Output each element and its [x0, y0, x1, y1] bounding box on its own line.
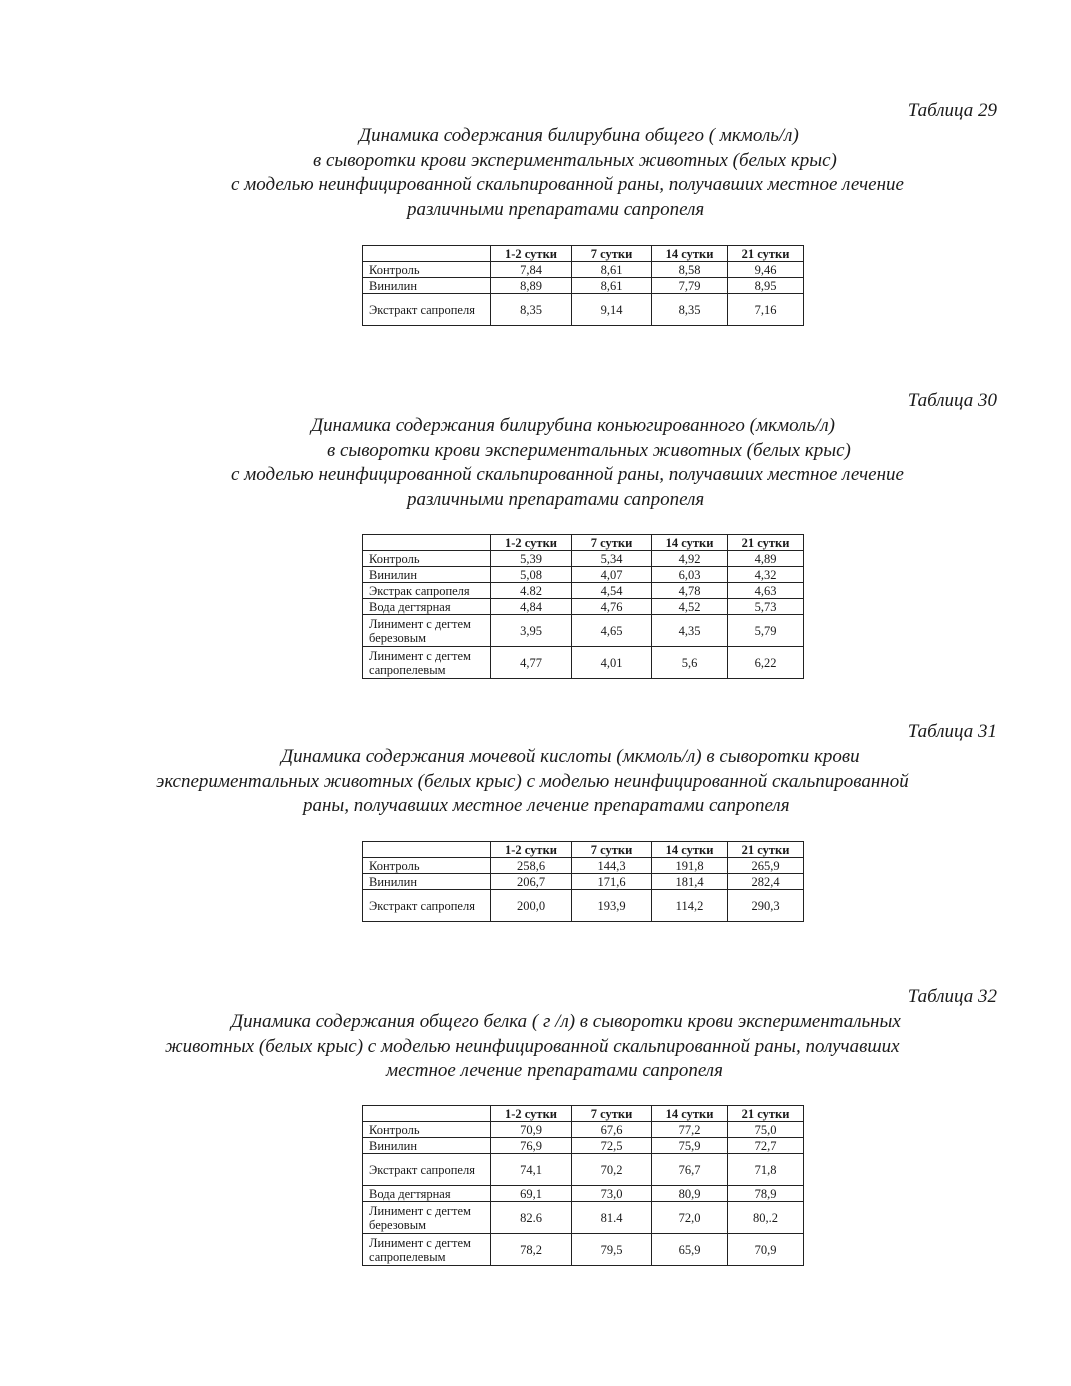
- table-cell: 74,1: [491, 1154, 572, 1186]
- column-header: 14 сутки: [652, 246, 728, 262]
- table-cell: 9,14: [572, 294, 652, 326]
- table-cell: 5,08: [491, 567, 572, 583]
- column-header: 1-2 сутки: [491, 535, 572, 551]
- table-cell: 77,2: [652, 1122, 728, 1138]
- row-label: Винилин: [363, 278, 491, 294]
- caption-line: раны, получавших местное лечение препаратами сапропеля: [303, 795, 790, 816]
- caption-line: с моделью неинфицированной скальпированной раны, получавших местное лечение: [231, 174, 904, 195]
- table-row: [363, 583, 804, 599]
- column-header: 7 сутки: [572, 1106, 652, 1122]
- row-label: Винилин: [363, 567, 491, 583]
- table-cell: 75,9: [652, 1138, 728, 1154]
- data-table: [362, 245, 804, 326]
- caption-line: Динамика содержания билирубина коньюгированного (мкмоль/л): [311, 415, 835, 436]
- table-cell: 206,7: [491, 874, 572, 890]
- table-number: Таблица 32: [907, 986, 997, 1007]
- table-cell: 181,4: [652, 874, 728, 890]
- table-cell: 8,61: [572, 262, 652, 278]
- caption-line: различными препаратами сапропеля: [407, 199, 705, 220]
- table-cell: 4,07: [572, 567, 652, 583]
- table-cell: 4.82: [491, 583, 572, 599]
- row-label: Линимент с дегтем березовым: [363, 1202, 491, 1234]
- table-cell: 72,7: [728, 1138, 804, 1154]
- table-cell: 4,35: [652, 615, 728, 647]
- table-row: [363, 1234, 804, 1266]
- table-cell: 4,01: [572, 647, 652, 679]
- row-label: Вода дегтярная: [363, 599, 491, 615]
- table-cell: 5,73: [728, 599, 804, 615]
- table-cell: 193,9: [572, 890, 652, 922]
- table-row: [363, 599, 804, 615]
- column-header: [363, 246, 491, 262]
- table-cell: 200,0: [491, 890, 572, 922]
- column-header: 7 сутки: [572, 246, 652, 262]
- table-row: [363, 1154, 804, 1186]
- column-header: 14 сутки: [652, 1106, 728, 1122]
- data-table: [362, 1105, 804, 1266]
- table-cell: 8,35: [652, 294, 728, 326]
- row-label: Винилин: [363, 1138, 491, 1154]
- row-label: Экстрак сапропеля: [363, 583, 491, 599]
- row-label: Экстракт сапропеля: [363, 890, 491, 922]
- table-cell: 144,3: [572, 858, 652, 874]
- table-cell: 7,16: [728, 294, 804, 326]
- table-cell: 4,78: [652, 583, 728, 599]
- table-cell: 7,79: [652, 278, 728, 294]
- row-label: Линимент с дегтем сапропелевым: [363, 647, 491, 679]
- table-cell: 4,84: [491, 599, 572, 615]
- table-cell: 71,8: [728, 1154, 804, 1186]
- table-row: [363, 567, 804, 583]
- table-cell: 4,63: [728, 583, 804, 599]
- row-label: Линимент с дегтем сапропелевым: [363, 1234, 491, 1266]
- table-cell: 81.4: [572, 1202, 652, 1234]
- table-cell: 75,0: [728, 1122, 804, 1138]
- caption-line: с моделью неинфицированной скальпированной раны, получавших местное лечение: [231, 464, 904, 485]
- table-cell: 4,76: [572, 599, 652, 615]
- table-cell: 5,79: [728, 615, 804, 647]
- table-cell: 290,3: [728, 890, 804, 922]
- column-header: 21 сутки: [728, 1106, 804, 1122]
- table-cell: 191,8: [652, 858, 728, 874]
- table-cell: 8,58: [652, 262, 728, 278]
- row-label: Вода дегтярная: [363, 1186, 491, 1202]
- table-row: [363, 890, 804, 922]
- column-header: [363, 1106, 491, 1122]
- data-table: [362, 841, 804, 922]
- table-cell: 69,1: [491, 1186, 572, 1202]
- caption-line: местное лечение препаратами сапропеля: [386, 1060, 723, 1081]
- table-cell: 76,7: [652, 1154, 728, 1186]
- header-row: [363, 1106, 804, 1122]
- table-row: [363, 858, 804, 874]
- column-header: 14 сутки: [652, 842, 728, 858]
- column-header: 14 сутки: [652, 535, 728, 551]
- table-number: Таблица 30: [907, 390, 997, 411]
- table-number: Таблица 29: [907, 100, 997, 121]
- table-cell: 4,52: [652, 599, 728, 615]
- row-label: Линимент с дегтем березовым: [363, 615, 491, 647]
- table-cell: 65,9: [652, 1234, 728, 1266]
- table-cell: 5,39: [491, 551, 572, 567]
- table-cell: 265,9: [728, 858, 804, 874]
- table-cell: 72,5: [572, 1138, 652, 1154]
- table-cell: 4,54: [572, 583, 652, 599]
- column-header: 21 сутки: [728, 842, 804, 858]
- data-table: [362, 534, 804, 679]
- column-header: 7 сутки: [572, 535, 652, 551]
- header-row: [363, 842, 804, 858]
- table-row: [363, 294, 804, 326]
- table-cell: 79,5: [572, 1234, 652, 1266]
- table-cell: 258,6: [491, 858, 572, 874]
- table-cell: 8,61: [572, 278, 652, 294]
- column-header: 1-2 сутки: [491, 1106, 572, 1122]
- table-cell: 4,32: [728, 567, 804, 583]
- table-cell: 80,.2: [728, 1202, 804, 1234]
- table-cell: 78,2: [491, 1234, 572, 1266]
- table-row: [363, 647, 804, 679]
- column-header: [363, 535, 491, 551]
- table-cell: 80,9: [652, 1186, 728, 1202]
- table-cell: 4,92: [652, 551, 728, 567]
- table-cell: 7,84: [491, 262, 572, 278]
- header-row: [363, 535, 804, 551]
- table-cell: 82.6: [491, 1202, 572, 1234]
- caption-line: животных (белых крыс) с моделью неинфицированной скальпированной раны, получавших: [165, 1036, 900, 1057]
- row-label: Контроль: [363, 262, 491, 278]
- table-cell: 70,9: [491, 1122, 572, 1138]
- table-cell: 70,2: [572, 1154, 652, 1186]
- row-label: Винилин: [363, 874, 491, 890]
- table-cell: 67,6: [572, 1122, 652, 1138]
- table-cell: 9,46: [728, 262, 804, 278]
- table-cell: 8,35: [491, 294, 572, 326]
- row-label: Экстракт сапропеля: [363, 1154, 491, 1186]
- column-header: 7 сутки: [572, 842, 652, 858]
- table-cell: 73,0: [572, 1186, 652, 1202]
- caption-line: различными препаратами сапропеля: [407, 489, 705, 510]
- caption-line: экспериментальных животных (белых крыс) с моделью неинфицированной скальпированной: [156, 771, 909, 792]
- table-row: [363, 1186, 804, 1202]
- table-row: [363, 1122, 804, 1138]
- table-cell: 4,65: [572, 615, 652, 647]
- table-number: Таблица 31: [907, 721, 997, 742]
- table-cell: 114,2: [652, 890, 728, 922]
- row-label: Контроль: [363, 858, 491, 874]
- column-header: 21 сутки: [728, 246, 804, 262]
- table-row: [363, 551, 804, 567]
- table-cell: 171,6: [572, 874, 652, 890]
- table-row: [363, 615, 804, 647]
- table-cell: 6,03: [652, 567, 728, 583]
- table-row: [363, 1138, 804, 1154]
- table-cell: 78,9: [728, 1186, 804, 1202]
- table-row: [363, 262, 804, 278]
- caption-line: в сыворотки крови экспериментальных животных (белых крыс): [327, 440, 851, 461]
- column-header: 21 сутки: [728, 535, 804, 551]
- table-cell: 3,95: [491, 615, 572, 647]
- table-cell: 76,9: [491, 1138, 572, 1154]
- table-cell: 4,77: [491, 647, 572, 679]
- caption-line: в сыворотки крови экспериментальных животных (белых крыс): [313, 150, 837, 171]
- table-cell: 282,4: [728, 874, 804, 890]
- table-cell: 70,9: [728, 1234, 804, 1266]
- table-cell: 4,89: [728, 551, 804, 567]
- column-header: 1-2 сутки: [491, 842, 572, 858]
- row-label: Экстракт сапропеля: [363, 294, 491, 326]
- table-row: [363, 874, 804, 890]
- table-cell: 72,0: [652, 1202, 728, 1234]
- column-header: [363, 842, 491, 858]
- table-cell: 8,89: [491, 278, 572, 294]
- table-cell: 5,6: [652, 647, 728, 679]
- row-label: Контроль: [363, 1122, 491, 1138]
- table-cell: 6,22: [728, 647, 804, 679]
- column-header: 1-2 сутки: [491, 246, 572, 262]
- caption-line: Динамика содержания общего белка ( г /л) в сыворотки крови экспериментальных: [231, 1011, 901, 1032]
- caption-line: Динамика содержания мочевой кислоты (мкмоль/л) в сыворотки крови: [281, 746, 860, 767]
- table-cell: 5,34: [572, 551, 652, 567]
- header-row: [363, 246, 804, 262]
- caption-line: Динамика содержания билирубина общего ( мкмоль/л): [359, 125, 799, 146]
- table-cell: 8,95: [728, 278, 804, 294]
- table-row: [363, 278, 804, 294]
- table-row: [363, 1202, 804, 1234]
- row-label: Контроль: [363, 551, 491, 567]
